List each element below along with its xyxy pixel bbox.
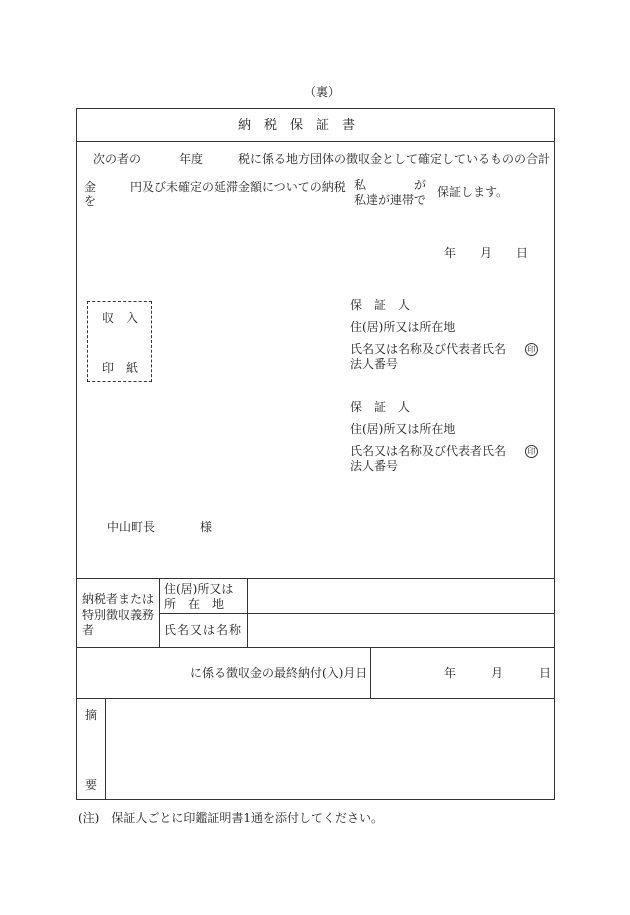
divider <box>76 141 555 142</box>
taxpayer-label: 特別徴収義務 <box>82 608 155 622</box>
remarks-label: 要 <box>85 778 98 792</box>
remarks-label: 摘 <box>85 708 98 722</box>
stamp-label: 収 入 <box>102 311 139 325</box>
final-payment-month: 月 <box>491 666 504 680</box>
form-title: 納 税 保 証 書 <box>238 118 356 133</box>
body-text: が <box>414 178 427 192</box>
taxpayer-address-label: 所 在 地 <box>164 597 225 611</box>
guarantor-address-label: 住(居)所又は所在地 <box>350 320 456 334</box>
body-text: 円及び未確定の延滞金額についての納税 <box>130 180 346 194</box>
guarantor-title: 保 証 人 <box>350 298 411 312</box>
addressee-name: 中山町長 <box>107 520 156 534</box>
taxpayer-name-label: 氏名又は名称 <box>164 623 243 637</box>
guarantor-name-label: 氏名又は名称及び代表者氏名 <box>350 342 507 356</box>
date-day: 日 <box>516 246 529 260</box>
divider <box>370 647 371 698</box>
date-month: 月 <box>480 246 493 260</box>
page-label: （裏） <box>304 85 341 99</box>
guarantor-address-label: 住(居)所又は所在地 <box>350 422 456 436</box>
seal-icon: 印 <box>525 445 538 458</box>
final-payment-label: に係る徴収金の最終納付(入)月日 <box>190 666 368 680</box>
body-text: 金 <box>84 180 97 194</box>
final-payment-year: 年 <box>444 666 457 680</box>
body-text: 年度 <box>179 152 204 166</box>
guarantor-title: 保 証 人 <box>350 400 411 414</box>
seal-icon: 印 <box>525 343 538 356</box>
body-text: 保証します。 <box>437 185 509 199</box>
body-text: 次の者の <box>93 152 142 166</box>
divider <box>247 578 248 647</box>
guarantor-name-label: 氏名又は名称及び代表者氏名 <box>350 444 507 458</box>
final-payment-day: 日 <box>539 666 552 680</box>
addressee-honorific: 様 <box>200 520 213 534</box>
body-text: 私 <box>354 178 367 192</box>
guarantor-corp-number-label: 法人番号 <box>350 459 399 473</box>
taxpayer-label: 者 <box>82 623 95 637</box>
taxpayer-label: 納税者または <box>82 592 155 606</box>
stamp-label: 印 紙 <box>102 361 139 375</box>
footnote: (注) 保証人ごとに印鑑証明書1通を添付してください。 <box>78 811 384 825</box>
taxpayer-address-label: 住(居)所又は <box>164 582 234 596</box>
body-text: 税に係る地方団体の徴収金として確定しているものの合計 <box>238 152 551 166</box>
divider <box>76 698 555 699</box>
divider <box>159 613 555 614</box>
divider <box>105 698 106 800</box>
body-text: を <box>84 194 97 208</box>
divider <box>76 647 555 648</box>
date-year: 年 <box>444 246 457 260</box>
body-text: 私達が連帯で <box>354 193 427 207</box>
guarantor-corp-number-label: 法人番号 <box>350 357 399 371</box>
divider <box>76 578 555 579</box>
divider <box>159 578 160 647</box>
